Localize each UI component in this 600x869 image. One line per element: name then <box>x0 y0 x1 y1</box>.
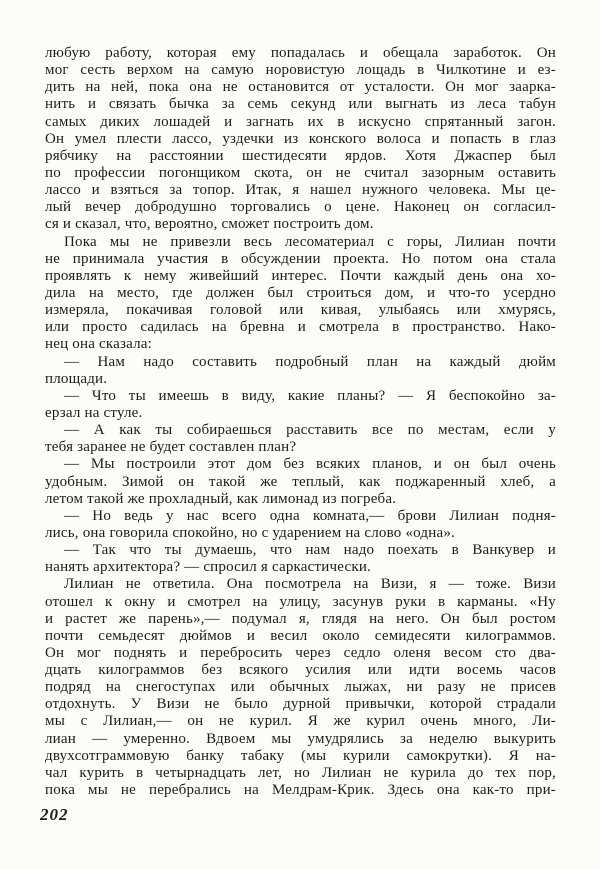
text-line: — А как ты собираешься расставить все по местам, если у <box>64 422 556 439</box>
text-line: чал курить в четырнадцать лет, но Лилиан не курила до тех пор, <box>45 764 556 781</box>
text-line: тебя заранее не будет составлен план? <box>45 439 297 456</box>
text-line: ерзал на стуле. <box>45 404 143 421</box>
text-line: отошел к окну и смотрел на улицу, засунув руки в карманы. «Ну <box>45 593 556 610</box>
text-line: дила на место, где должен был строиться дом, и что-то усердно <box>45 284 556 301</box>
text-line: двухсотграммовую банку табаку (мы курили самокрутки). Я на- <box>45 747 556 764</box>
text-line: Пока мы не привезли весь лесоматериал с горы, Лилиан почти <box>64 233 556 250</box>
text-line: любую работу, которая ему попадалась и обещала заработок. Он <box>45 45 556 61</box>
text-line: проявлять к нему живейший интерес. Почти каждый день она хо- <box>45 267 556 284</box>
text-line: подряд на снегоступах или обычных лыжах, ни разу не присев <box>45 679 556 696</box>
text-line: площади. <box>45 370 108 387</box>
text-line: мог сесть верхом на самую норовистую лощадь в Чилкотине и ез- <box>45 62 556 79</box>
text-line: — Так что ты думаешь, что нам надо поехать в Ванкувер и <box>64 542 556 559</box>
text-line: по профессии погонщиком скота, он не считал зазорным оставить <box>45 164 556 181</box>
text-line: пока мы не перебрались на Мелдрам-Крик. Здесь она как-то при- <box>45 782 556 799</box>
text-line: нанять архитектора? — спросил я саркастически. <box>45 559 372 576</box>
text-line: ся и сказал, что, вероятно, сможет построить дом. <box>45 216 374 233</box>
text-line: Лилиан не ответила. Она посмотрела на Визи, я — тоже. Визи <box>64 576 556 593</box>
text-line: Он умел плести лассо, уздечки из конского волоса и попасть в глаз <box>45 130 556 147</box>
text-line: удобным. Зимой он такой же теплый, как поджаренный хлеб, а <box>45 473 556 490</box>
text-line: лиан — умеренно. Вдвоем мы умудрялись за неделю выкурить <box>45 730 556 747</box>
text-line: отдохнуть. У Визи не было дурной привычки, которой страдали <box>45 696 556 713</box>
text-line: лый вечер добродушно торговались о цене. Наконец он согласил- <box>45 199 556 216</box>
text-block <box>45 45 556 799</box>
text-line: или просто садилась на бревна и смотрела в пространство. Нако- <box>45 319 556 336</box>
text-line: — Но ведь у нас всего одна комната,— брови Лилиан подня- <box>64 507 556 524</box>
text-line: летом такой же прохладный, как лимонад из погреба. <box>45 490 397 507</box>
text-line: нить и связать бычка за семь секунд или выгнать из леса табун <box>45 96 556 113</box>
text-line: — Мы построили этот дом без всяких планов, и он был очень <box>64 456 556 473</box>
text-line: почти семьдесят дюймов и весил около семидесяти килограммов. <box>45 627 556 644</box>
text-line: и растет же парень»,— подумал я, глядя на него. Он был ростом <box>45 610 556 627</box>
text-line: дить на ней, пока она не остановится от усталости. Он мог заарка- <box>45 79 556 96</box>
text-line: самых диких лошадей и загнать их в искусно спрятанный загон. <box>45 113 556 130</box>
text-line: мы с Лилиан,— он не курил. Я же курил очень много, Ли- <box>45 713 556 730</box>
text-line: не принимала участия в обсуждении проекта. Но потом она стала <box>45 250 556 267</box>
text-line: лассо и взяться за топор. Итак, я нашел нужного человека. Мы це- <box>45 182 556 199</box>
text-line: рябчику на расстоянии шестидесяти ярдов. Хотя Джаспер был <box>45 147 556 164</box>
text-line: дцать килограммов без всякого усилия или идти восемь часов <box>45 662 556 679</box>
text-line: — Нам надо составить подробный план на каждый дюйм <box>64 353 556 370</box>
page-number: 202 <box>40 805 69 824</box>
text-line: лись, она говорила спокойно, но с ударением на слово «одна». <box>45 524 455 541</box>
text-line: Он мог поднять и перебросить через седло оленя весом сто два- <box>45 644 556 661</box>
text-line: нец она сказала: <box>45 336 152 353</box>
text-line: — Что ты имеешь в виду, какие планы? — Я беспокойно за- <box>64 387 556 404</box>
text-line: измеряла, покачивая головой или кивая, улыбаясь или хмурясь, <box>45 302 556 319</box>
